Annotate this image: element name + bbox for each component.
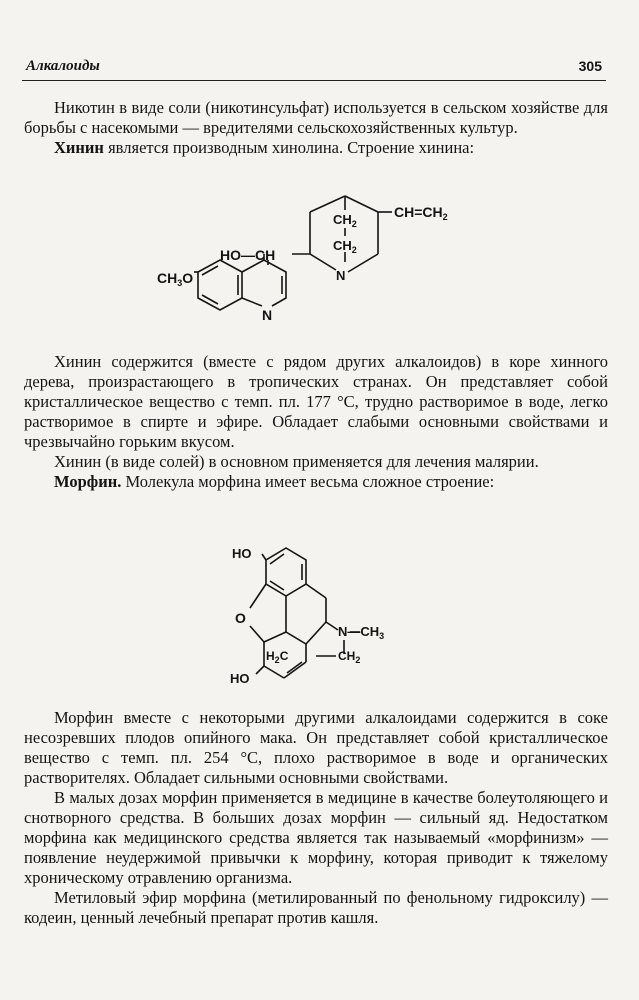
paragraph-nicotine: Никотин в виде соли (никотинсульфат) используется в сельском хозяйстве для борьбы с насекомыми — вредителями сельскохозяйственных культур. xyxy=(24,98,608,137)
section-title: Алкалоиды xyxy=(26,58,100,74)
quinine-vinyl: $CH=CH_2$ xyxy=(394,204,448,222)
quinine-structure xyxy=(0,182,639,342)
quinine-bicyclic-n: N xyxy=(336,268,346,283)
morphine-ch2: $CH_2$ xyxy=(338,649,361,665)
quinine-choh: HO—CH xyxy=(220,247,276,263)
quinine-ring-n: N xyxy=(262,307,273,323)
paragraph-morphine-source: Морфин вместе с некоторыми другими алкалоидами содержится в соке несозревших плодов опийного мака. Он представляет собой кристаллическое вещество с темп. пл. 254 °С, плохо растворимое в воде и органических растворителях. Обладает сильными основными свойствами. xyxy=(24,708,608,787)
paragraph-morphine-intro xyxy=(24,472,608,492)
morphine-ether-o: O xyxy=(235,610,246,626)
paragraph-quinine-source: Хинин содержится (вместе с рядом других алкалоидов) в коре хинного дерева, произрастающего в тропических странах. Он представляет собой кристаллическое вещество с темп. пл. 177 °С, трудно растворимое в воде, легко растворимое в спирте и эфире. Обладает слабыми основными свойствами и чрезвычайно горьким вкусом. xyxy=(24,352,608,451)
morphine-h2c: $H_2C$ xyxy=(266,649,289,665)
paragraph-quinine-use: Хинин (в виде солей) в основном применяется для лечения малярии. xyxy=(54,452,539,471)
morphine-n-methyl: $N—CH_3$ xyxy=(338,624,385,641)
quinine-bridge-ch2-bottom: $CH_2$ xyxy=(333,238,357,255)
text-block-top xyxy=(24,98,608,158)
morphine-structure xyxy=(0,536,639,701)
morphine-ho-bottom: HO xyxy=(230,671,250,686)
morphine-intro-text: Молекула морфина имеет весьма сложное строение: xyxy=(121,472,495,491)
text-block-middle xyxy=(24,352,608,492)
paragraph-morphine-medicine: В малых дозах морфин применяется в медицине в качестве болеутоляющего и снотворного средства. В больших дозах морфин — сильный яд. Недостатком морфина как медицинского средства является так называемый «морфинизм» — появление неудержимой привычки к морфину, которая приводит к тяжелому хроническому отравлению организма. xyxy=(24,788,608,887)
quinine-intro-text: является производным хинолина. Строение хинина: xyxy=(103,138,475,157)
paragraph-codeine: Метиловый эфир морфина (метилированный по фенольному гидроксилу) — кодеин, ценный лечебный препарат против кашля. xyxy=(24,888,608,927)
page-number: 305 xyxy=(578,58,602,74)
term-quinine: Хинин xyxy=(54,138,104,157)
paragraph-quinine-intro xyxy=(24,138,608,158)
quinine-methoxy: $CH_3O$ xyxy=(157,270,194,288)
quinine-bridge-ch2-top: $CH_2$ xyxy=(333,212,357,229)
text-block-bottom xyxy=(24,708,608,928)
term-morphine: Морфин. xyxy=(54,472,122,491)
morphine-ho-top: HO xyxy=(232,546,252,561)
running-header xyxy=(22,58,606,81)
